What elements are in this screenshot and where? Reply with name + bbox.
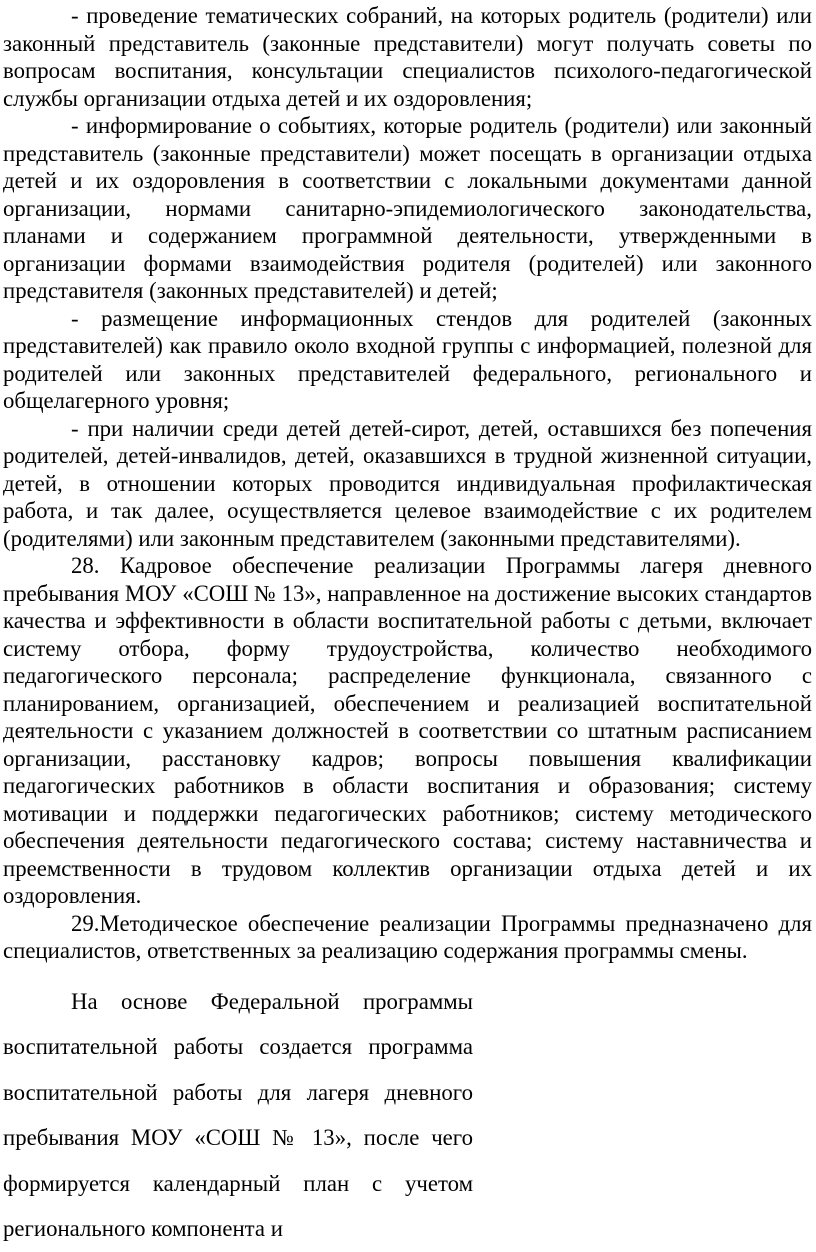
paragraph-program-basis: На основе Федеральной программы воспитательной работы создается программа воспитательной работы для лагеря дневного пребывания МОУ «СОШ № 13», после чего формируется календарный план с учетом регионального компонента и (3, 988, 473, 1241)
paragraph-methodical-29: 29.Методическое обеспечение реализации Программы предназначено для специалистов, ответственных за реализацию содержания программы смены. (3, 910, 812, 963)
document-page (3, 0, 812, 1252)
paragraph-staffing-28: 28. Кадровое обеспечение реализации Программы лагеря дневного пребывания МОУ «СОШ № 13», направленное на достижение высоких стандартов качества и эффективности в области воспитательной работы с детьми, включает систему отбора, форму трудоустройства, количество необходимого педагогического персонала; распределение функционала, связанного с планированием, организацией, обеспечением и реализацией воспитательной деятельности с указанием должностей в соответствии со штатным расписанием организации, расстановку кадров; вопросы повышения квалификации педагогических работников в области воспитания и образования; систему мотивации и поддержки педагогических работников; систему методического обеспечения деятельности педагогического состава; систему наставничества и преемственности в трудовом коллектив организации отдыха детей и их оздоровления. (3, 553, 812, 908)
paragraph-targeted-interaction: - при наличии среди детей детей-сирот, детей, оставшихся без попечения родителей, детей-инвалидов, детей, оказавшихся в трудной жизненной ситуации, детей, в отношении которых проводится индивидуальная профилактическая работа, и так далее, осуществляется целевое взаимодействие с их родителем (родителями) или законным представителем (законными представителями). (3, 415, 812, 551)
paragraph-info-stands: - размещение информационных стендов для родителей (законных представителей) как правило около входной группы с информацией, полезной для родителей или законных представителей федерального, регионального и общелагерного уровня; (3, 305, 812, 413)
paragraph-event-informing: - информирование о событиях, которые родитель (родители) или законный представитель (законные представители) может посещать в организации отдыха детей и их оздоровления в соответствии с локальными документами данной организации, нормами санитарно-эпидемиологического законодательства, планами и содержанием программной деятельности, утвержденными в организации формами взаимодействия родителя (родителей) или законного представителя (законных представителей) и детей; (3, 113, 812, 303)
paragraph-thematic-meetings: - проведение тематических собраний, на которых родитель (родители) или законный представитель (законные представители) могут получать советы по вопросам воспитания, консультации специалистов психолого-педагогической службы организации отдыха детей и их оздоровления; (3, 3, 812, 111)
